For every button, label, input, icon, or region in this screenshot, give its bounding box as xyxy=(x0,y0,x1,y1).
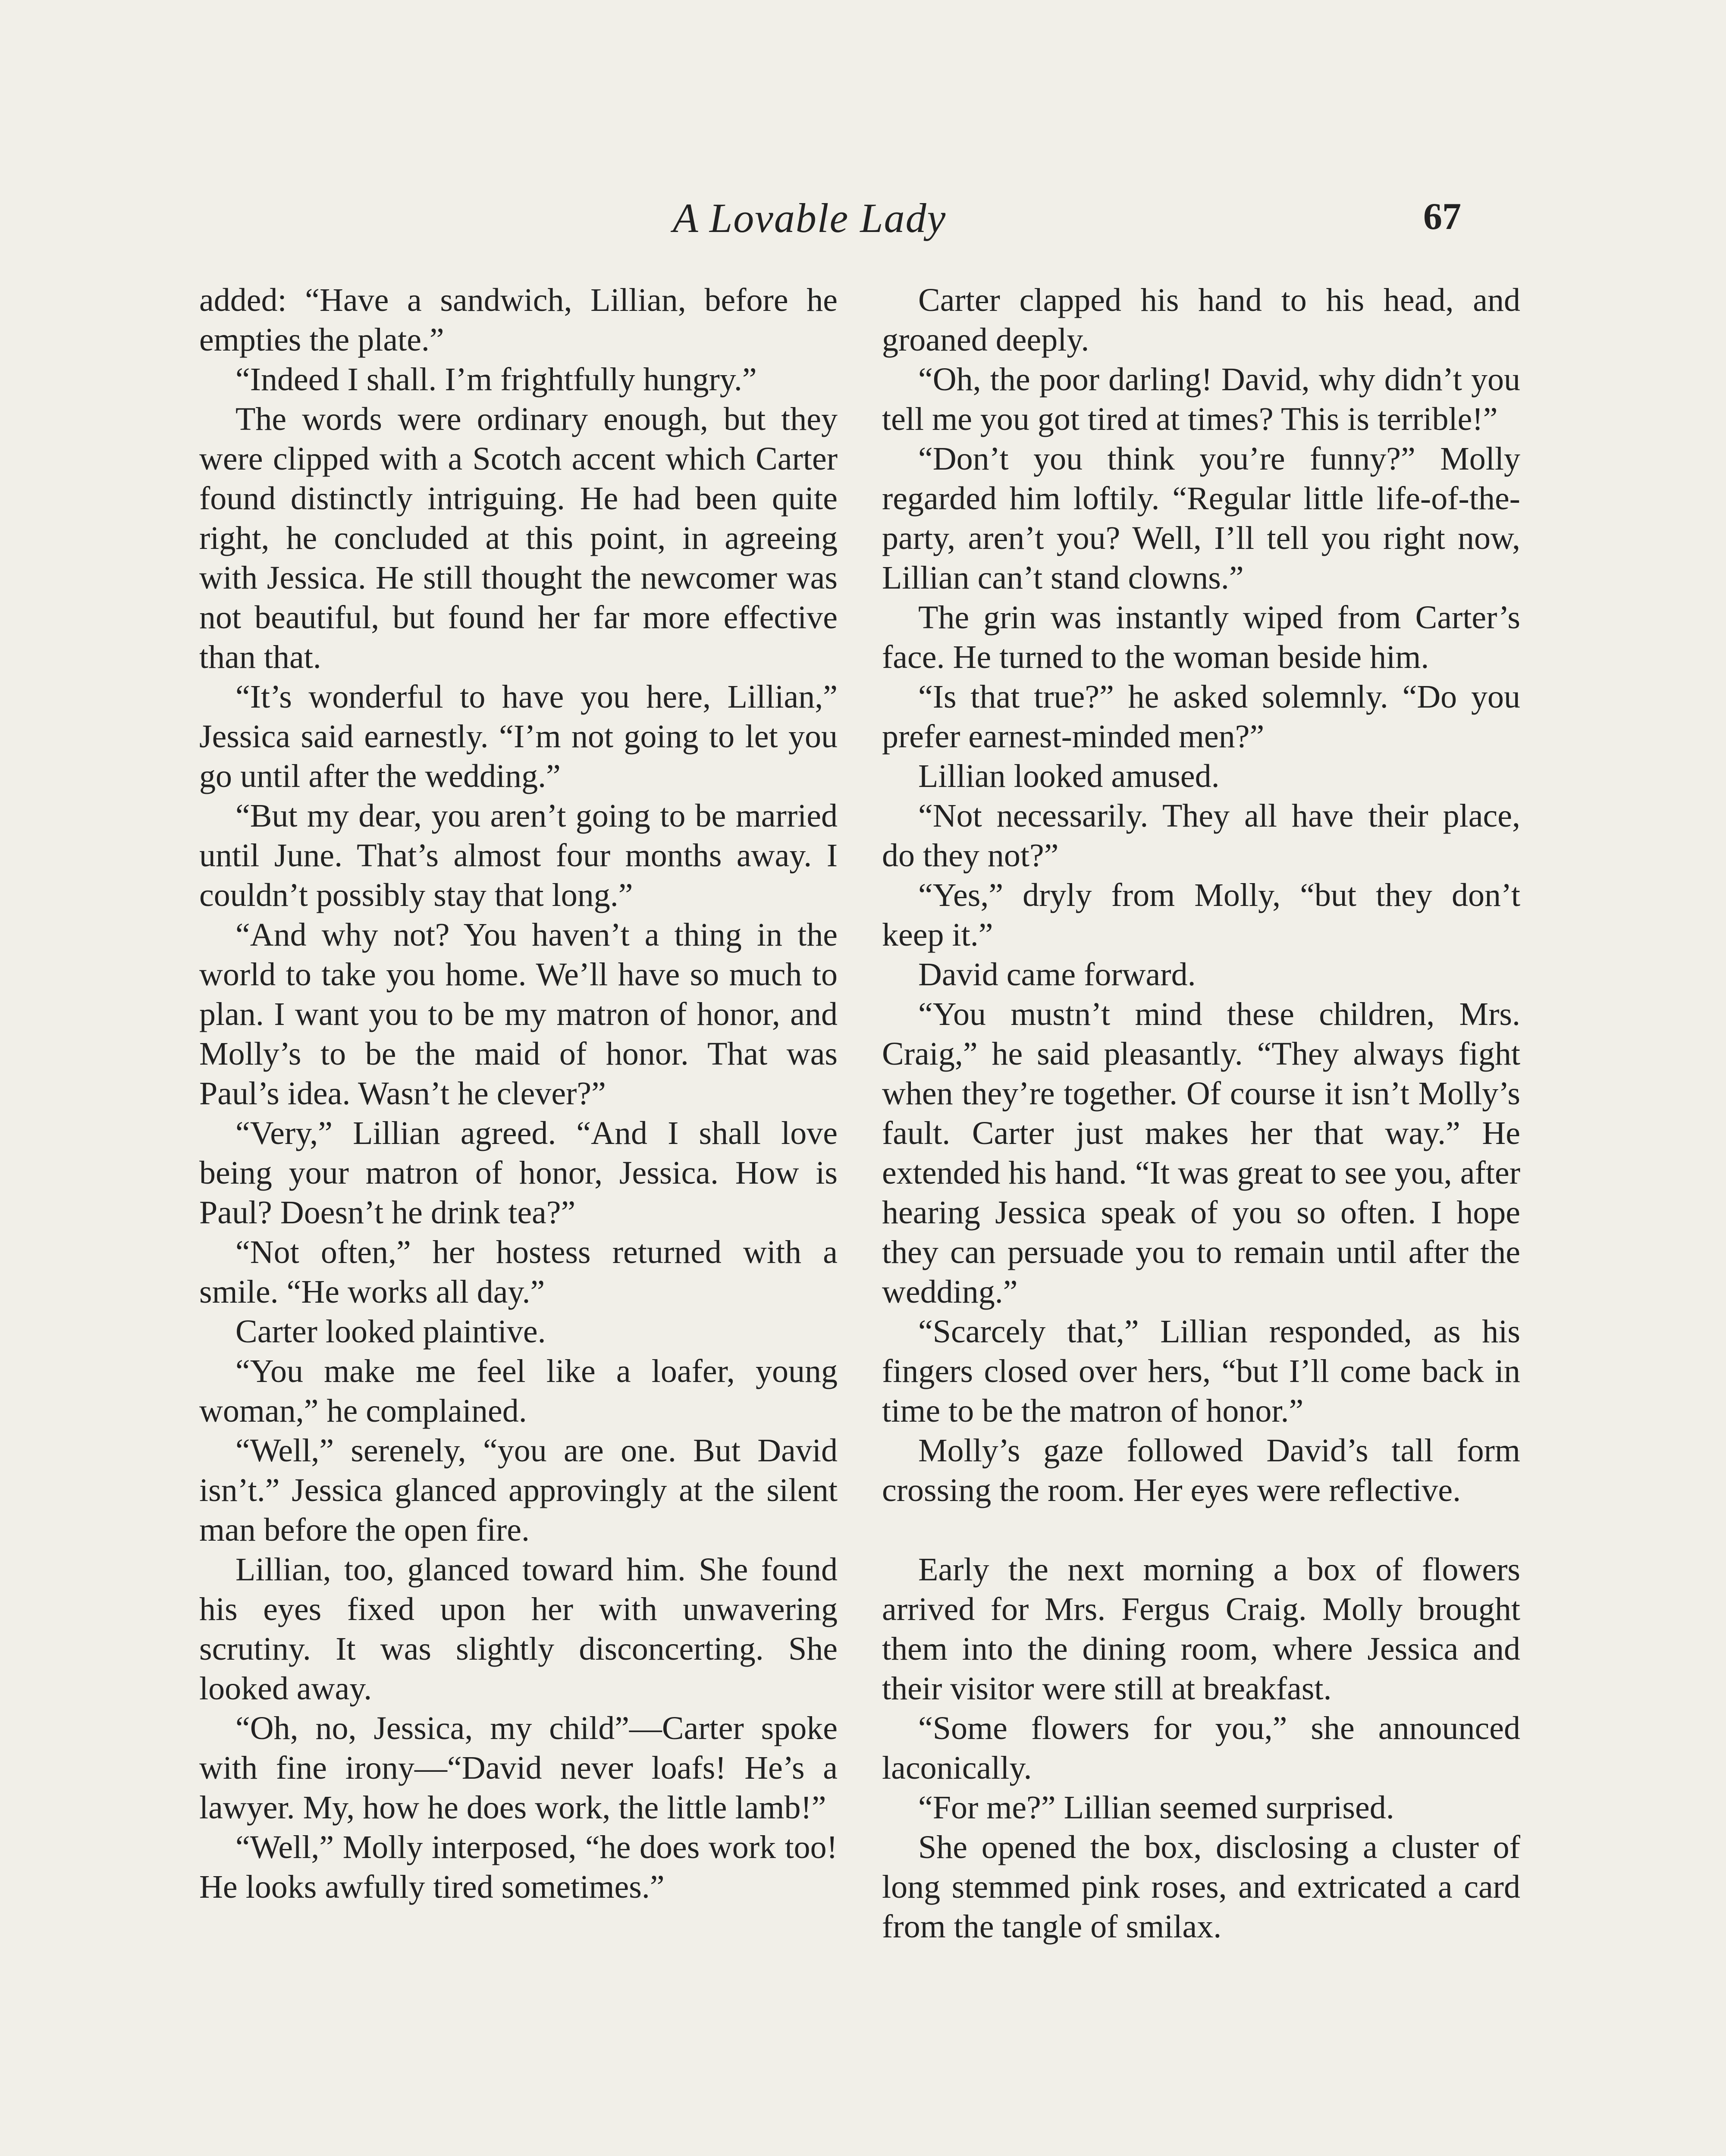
running-title: A Lovable Lady xyxy=(673,195,947,241)
paragraph: Carter looked plaintive. xyxy=(235,1313,546,1350)
paragraph: Carter clapped his hand to his head, and groaned deeply. xyxy=(882,282,1520,358)
paragraph: “Indeed I shall. I’m frightfully hungry.” xyxy=(235,361,757,398)
paragraph: “You mustn’t mind these children, Mrs. Craig,” he said pleasantly. “They always fight when they’re together. Of course it isn’t Molly’s fault. Carter just makes her that way.” He extended his hand. “It was great to see you, after hearing Jessica speak of you so often. I hope they can persuade you to remain until after the wedding.” xyxy=(882,996,1520,1310)
paragraph: “For me?” Lillian seemed surprised. xyxy=(918,1789,1394,1826)
right-column xyxy=(882,280,1520,1946)
paragraph: She opened the box, disclosing a cluster of long stemmed pink roses, and extricated a card from the tangle of smilax. xyxy=(882,1829,1520,1945)
paragraph: The words were ordinary enough, but they were clipped with a Scotch accent which Carter found distinctly intriguing. He had been quite right, he concluded at this point, in agreeing with Jessica. He still thought the newcomer was not beautiful, but found her far more effective than that. xyxy=(199,401,838,675)
paragraph: Lillian looked amused. xyxy=(918,758,1220,794)
paragraph: Lillian, too, glanced toward him. She found his eyes fixed upon her with unwavering scrutiny. It was slightly disconcerting. She looked away. xyxy=(199,1551,838,1707)
paragraph: “You make me feel like a loafer, young woman,” he complained. xyxy=(199,1353,838,1429)
left-column xyxy=(199,280,838,1907)
page-number: 67 xyxy=(1423,196,1461,238)
paragraph: “Yes,” dryly from Molly, “but they don’t keep it.” xyxy=(882,877,1520,953)
paragraph-section-start: Early the next morning a box of flowers arrived for Mrs. Fergus Craig. Molly brought them into the dining room, where Jessica and their visitor were still at breakfast. xyxy=(882,1551,1520,1707)
paragraph: “Scarcely that,” Lillian responded, as his fingers closed over hers, “but I’ll come back in time to be the matron of honor.” xyxy=(882,1313,1520,1429)
paragraph: “But my dear, you aren’t going to be married until June. That’s almost four months away. I couldn’t possibly stay that long.” xyxy=(199,798,838,913)
paragraph: added: “Have a sandwich, Lillian, before he empties the plate.” xyxy=(199,282,838,358)
paragraph: “Very,” Lillian agreed. “And I shall love being your matron of honor, Jessica. How is Paul? Doesn’t he drink tea?” xyxy=(199,1115,838,1231)
paragraph: “Well,” serenely, “you are one. But David isn’t.” Jessica glanced approvingly at the silent man before the open fire. xyxy=(199,1432,838,1548)
paragraph: Molly’s gaze followed David’s tall form crossing the room. Her eyes were reflective. xyxy=(882,1432,1520,1508)
paragraph: The grin was instantly wiped from Carter’s face. He turned to the woman beside him. xyxy=(882,599,1520,675)
paragraph: “Not necessarily. They all have their place, do they not?” xyxy=(882,798,1520,874)
paragraph: “Oh, no, Jessica, my child”—Carter spoke with fine irony—“David never loafs! He’s a lawyer. My, how he does work, the little lamb!” xyxy=(199,1710,838,1826)
paragraph: “Well,” Molly interposed, “he does work too! He looks awfully tired sometimes.” xyxy=(199,1829,838,1905)
paragraph: “Some flowers for you,” she announced laconically. xyxy=(882,1710,1520,1786)
paragraph: “It’s wonderful to have you here, Lillian,” Jessica said earnestly. “I’m not going to let you go until after the wedding.” xyxy=(199,679,838,794)
paragraph: “Not often,” her hostess returned with a smile. “He works all day.” xyxy=(199,1234,838,1310)
paragraph: “Is that true?” he asked solemnly. “Do you prefer earnest-minded men?” xyxy=(882,679,1520,755)
paragraph: “And why not? You haven’t a thing in the world to take you home. We’ll have so much to plan. I want you to be my matron of honor, and Molly’s to be the maid of honor. That was Paul’s idea. Wasn’t he clever?” xyxy=(199,917,838,1112)
paragraph: “Don’t you think you’re funny?” Molly regarded him loftily. “Regular little life-of-the-party, aren’t you? Well, I’ll tell you right now, Lillian can’t stand clowns.” xyxy=(882,441,1520,596)
paragraph: “Oh, the poor darling! David, why didn’t you tell me you got tired at times? This is terrible!” xyxy=(882,361,1520,437)
paragraph: David came forward. xyxy=(918,956,1196,993)
